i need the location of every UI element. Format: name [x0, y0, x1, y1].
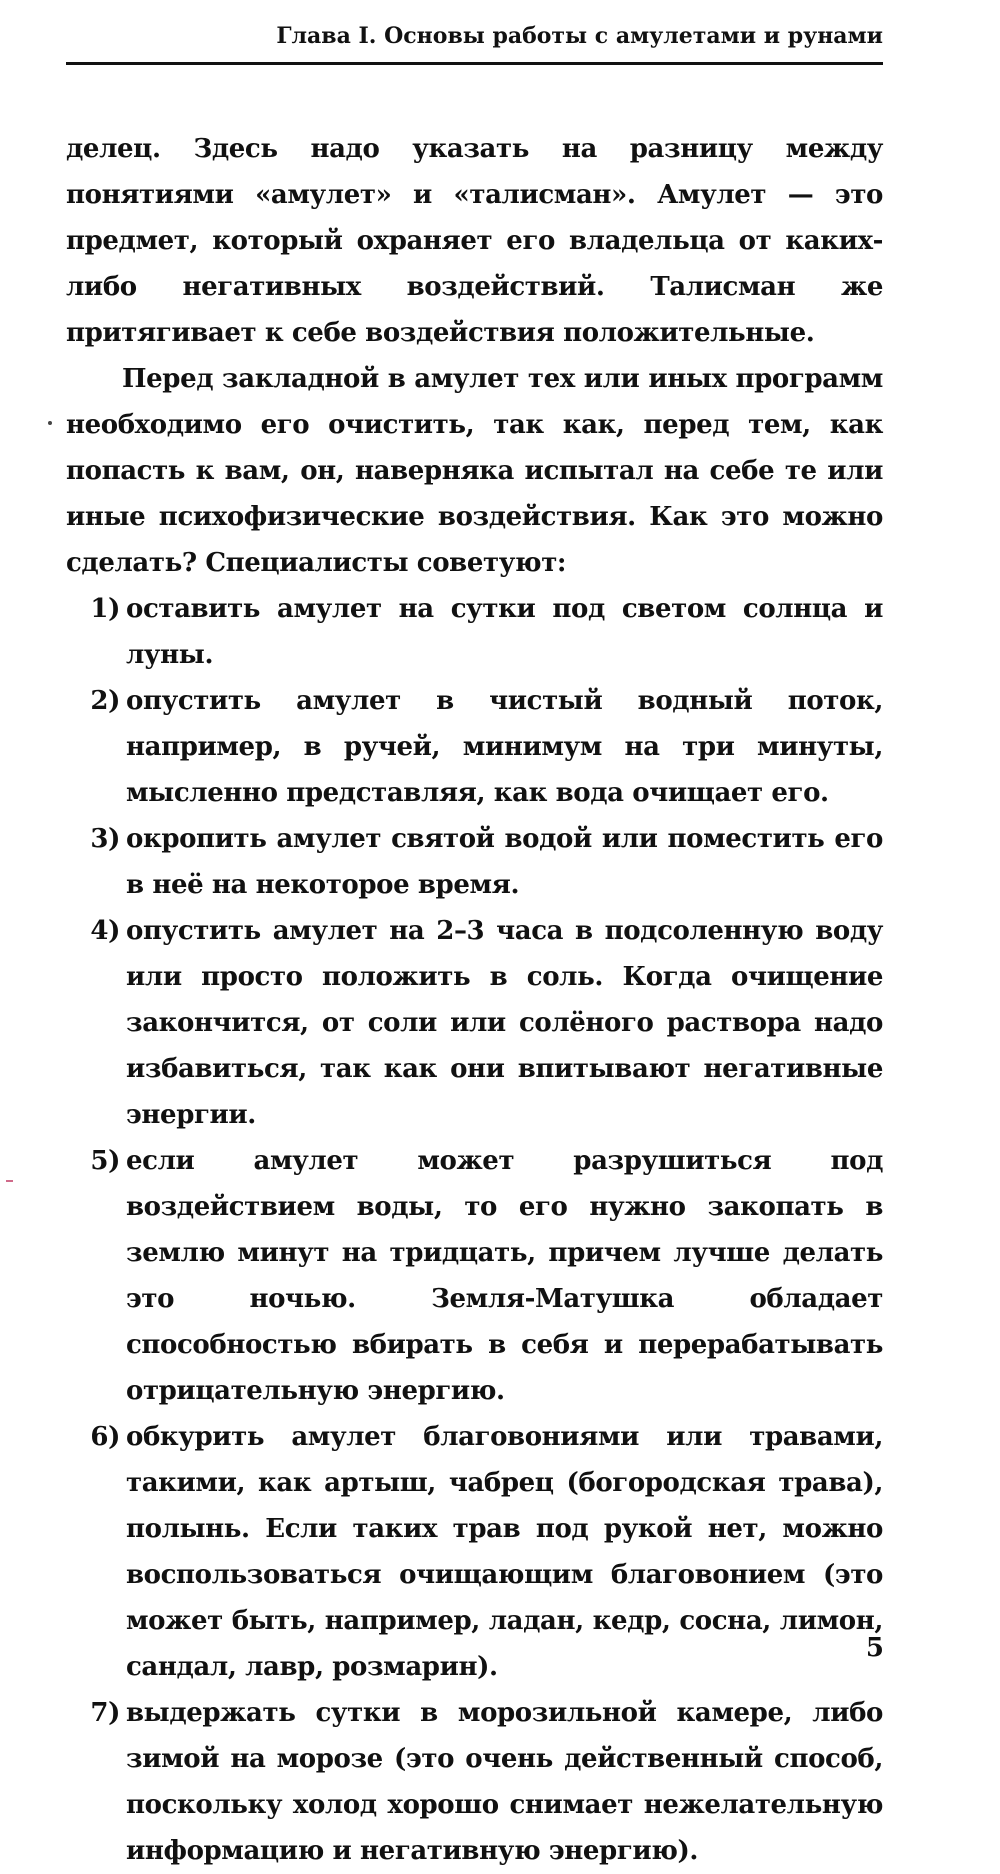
list-item: [66, 586, 883, 678]
list-item: [66, 1414, 883, 1690]
list-item-number: 1): [90, 594, 120, 624]
list-item: [66, 678, 883, 816]
stray-mark: [6, 1180, 13, 1182]
header-rule: [66, 62, 883, 65]
paragraph-cleansing-intro: Перед закладной в амулет тех или иных программ необходимо его очистить, так как, перед тем, как попасть к вам, он, наверняка испытал на себе те или иные психофизические воздействия. Как это можно сделать? Специалисты советуют:: [66, 364, 883, 578]
stray-dot: [48, 421, 52, 425]
list-item: [66, 1690, 883, 1874]
list-item-text: обкурить амулет благовониями или травами, такими, как артыш, чабрец (богородская трава), полынь. Если таких трав под рукой нет, можно воспользоваться очищающим благовонием (это может быть, например, ладан, кедр, сосна, лимон, сандал, лавр, розмарин).: [126, 1422, 883, 1682]
paragraph-continued: делец. Здесь надо указать на разницу между понятиями «амулет» и «талисман». Амулет — это предмет, который охраняет его владельца от каких-либо негативных воздействий. Талисман же притягивает к себе воздействия положительные.: [66, 134, 883, 348]
list-item: [66, 1138, 883, 1414]
list-item-text: опустить амулет на 2–3 часа в подсоленную воду или просто положить в соль. Когда очищение закончится, от соли или солёного раствора надо избавиться, так как они впитывают негативные энергии.: [126, 916, 883, 1130]
list-item-text: опустить амулет в чистый водный поток, например, в ручей, минимум на три минуты, мысленно представляя, как вода очищает его.: [126, 686, 883, 808]
running-header: Глава I. Основы работы с амулетами и рунами: [276, 23, 883, 49]
list-item-text: оставить амулет на сутки под светом солнца и луны.: [126, 594, 883, 670]
list-item: [66, 908, 883, 1138]
list-item-number: 4): [90, 916, 120, 946]
list-item-number: 6): [90, 1422, 120, 1452]
cleansing-methods-list: [66, 586, 883, 1874]
page-number: 5: [865, 1633, 884, 1663]
list-item-number: 7): [90, 1698, 120, 1728]
list-item-number: 5): [90, 1146, 120, 1176]
list-item-number: 2): [90, 686, 120, 716]
list-item-text: окропить амулет святой водой или поместить его в неё на некоторое время.: [126, 824, 883, 900]
list-item-text: если амулет может разрушиться под воздействием воды, то его нужно закопать в землю минут на тридцать, причем лучше делать это ночью. Земля-Матушка обладает способностью вбирать в себя и перерабатывать отрицательную энергию.: [126, 1146, 883, 1406]
list-item-number: 3): [90, 824, 120, 854]
list-item: [66, 816, 883, 908]
list-item-text: выдержать сутки в морозильной камере, либо зимой на морозе (это очень действенный способ, поскольку холод хорошо снимает нежелательную информацию и негативную энергию).: [126, 1698, 883, 1866]
body-text: [66, 126, 883, 1874]
